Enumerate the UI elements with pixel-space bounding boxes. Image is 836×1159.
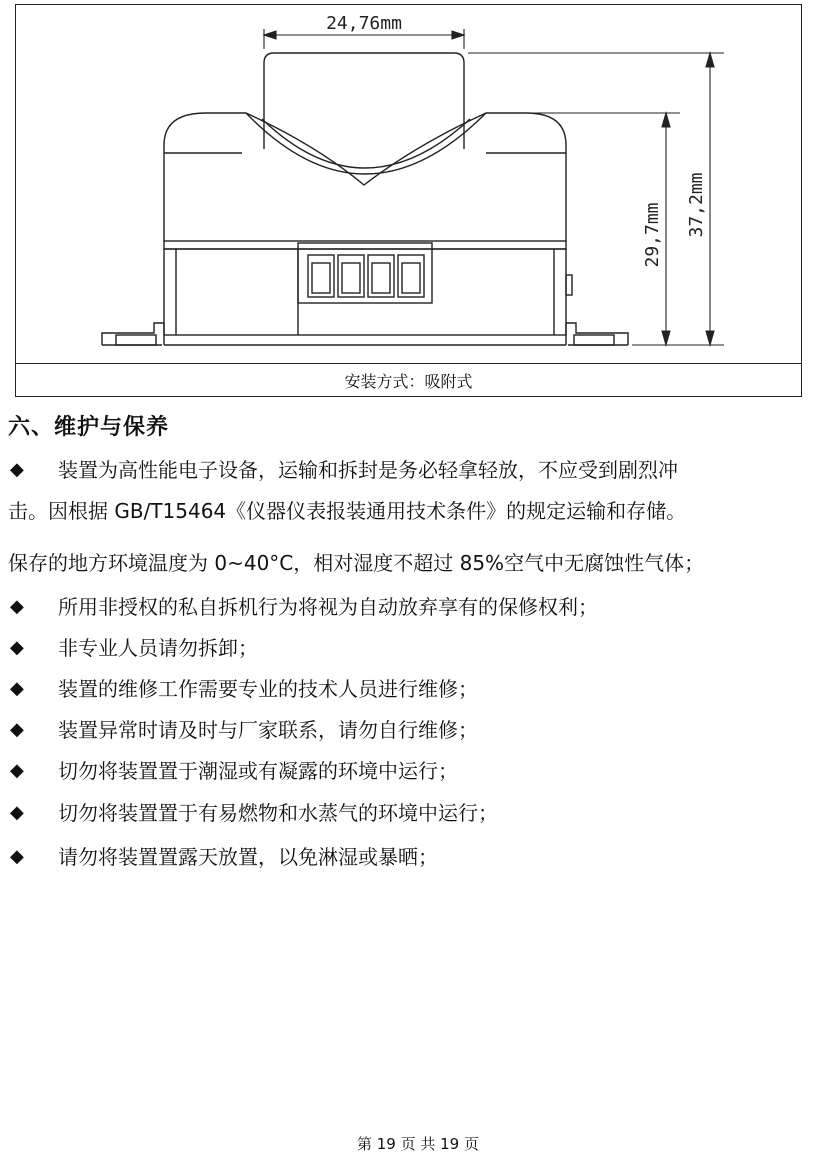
bullet-diamond-icon: ◆	[10, 719, 24, 740]
bullet-diamond-icon: ◆	[10, 846, 24, 867]
device-drawing	[16, 5, 803, 363]
intro-line-1: 装置为高性能电子设备，运输和拆封是务必轻拿轻放，不应受到剧烈冲	[58, 458, 678, 482]
intro-line-3: 保存的地方环境温度为 0~40°C，相对湿度不超过 85%空气中无腐蚀性气体；	[8, 551, 705, 575]
intro-line-2: 击。因根据 GB/T15464《仪器仪表报装通用技术条件》的规定运输和存储。	[8, 499, 687, 523]
figure-caption-text: 安装方式：吸附式	[344, 372, 473, 391]
figure-caption	[16, 363, 801, 397]
bullet-diamond-icon: ◆	[10, 802, 24, 823]
list-item: 切勿将装置置于潮湿或有凝露的环境中运行；	[58, 759, 458, 783]
bullet-diamond-icon: ◆	[10, 459, 24, 480]
list-item: 装置异常时请及时与厂家联系，请勿自行维修；	[58, 718, 478, 742]
bullet-diamond-icon: ◆	[10, 637, 24, 658]
dimension-width-label: 24,76mm	[326, 13, 402, 34]
bullet-diamond-icon: ◆	[10, 596, 24, 617]
dimension-outer-height-label: 37,2mm	[686, 172, 707, 238]
dimension-inner-height-label: 29,7mm	[642, 202, 663, 268]
list-item: 请勿将装置置露天放置，以免淋湿或暴晒；	[58, 845, 438, 869]
list-item: 所用非授权的私自拆机行为将视为自动放弃享有的保修权利；	[58, 595, 598, 619]
bullet-diamond-icon: ◆	[10, 678, 24, 699]
list-item: 非专业人员请勿拆卸；	[58, 636, 258, 660]
page-footer: 第 19 页 共 19 页	[356, 1135, 479, 1153]
figure-box	[15, 4, 802, 397]
section-title: 六、维护与保养	[8, 415, 170, 440]
bullet-diamond-icon: ◆	[10, 760, 24, 781]
list-item: 切勿将装置置于有易燃物和水蒸气的环境中运行；	[58, 801, 498, 825]
list-item: 装置的维修工作需要专业的技术人员进行维修；	[58, 677, 478, 701]
